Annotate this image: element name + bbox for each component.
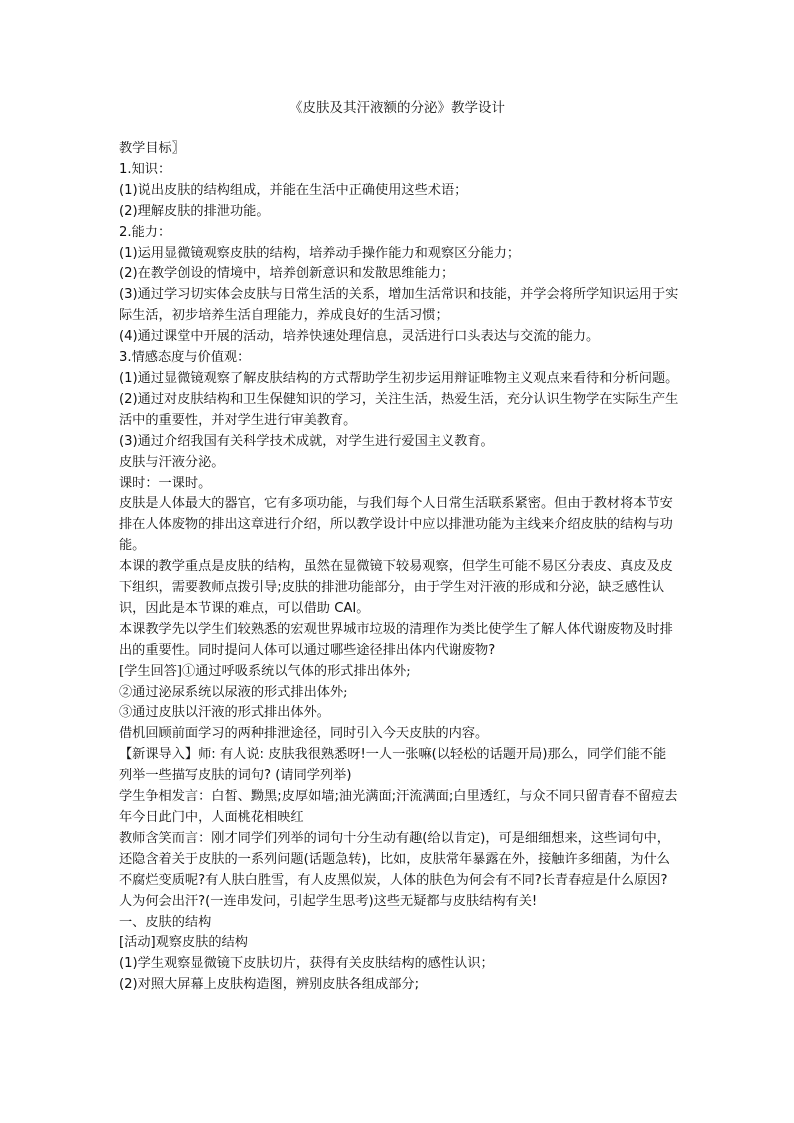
paragraph: 1.知识： [119, 161, 172, 177]
paragraph: (4)通过课堂中开展的活动，培养快速处理信息，灵活进行口头表达与交流的能力。 [119, 329, 600, 345]
paragraph: 【新课导入】师: 有人说: 皮肤我很熟悉呀!一人一张嘛(以轻松的话题开局)那么，同学们能不能列举一些描写皮肤的词句? (请同学列举) [119, 747, 667, 784]
paragraph: (2)理解皮肤的排泄功能。 [119, 203, 270, 219]
paragraph: 本课的教学重点是皮肤的结构，虽然在显微镜下较易观察，但学生可能不易区分表皮、真皮及皮下组织，需要教师点拨引导;皮肤的排泄功能部分，由于学生对汗液的形成和分泌，缺乏感性认识，因此是本节课的难点，可以借助 CAI。 [119, 559, 673, 616]
paragraph: (1)说出皮肤的结构组成，并能在生活中正确使用这些术语； [119, 182, 468, 198]
paragraph: (1)通过显微镜观察了解皮肤结构的方式帮助学生初步运用辩证唯物主义观点来看待和分析问题。 [119, 370, 679, 386]
paragraph: (1)运用显微镜观察皮肤的结构，培养动手操作能力和观察区分能力； [119, 245, 521, 261]
paragraph: ②通过泌尿系统以尿液的形式排出体外; [119, 684, 348, 700]
section-heading-structure: 一、皮肤的结构 [119, 914, 212, 930]
paragraph: (2)对照大屏幕上皮肤构造图，辨别皮肤各组成部分; [119, 977, 420, 993]
paragraph: 皮肤是人体最大的器官，它有多项功能，与我们每个人日常生活联系紧密。但由于教材将本节安排在人体废物的排出这章进行介绍，所以教学设计中应以排泄功能为主线来介绍皮肤的结构与功能。 [119, 496, 673, 554]
paragraph: 教师含笑而言：刚才同学们列举的词句十分生动有趣(给以肯定)，可是细细想来，这些词句中，还隐含着关于皮肤的一系列问题(话题急转)，比如，皮肤常年暴露在外，接触许多细菌，为什么不腐烂变质呢?有人肤白胜雪，有人皮黑似炭，人体的肤色为何会有不同?长青春痘是什么原因?人为何会出汗?(一连串发问，引起学生思考)这些无疑都与皮肤结构有关! [119, 830, 670, 909]
paragraph: 本课教学先以学生们较熟悉的宏观世界城市垃圾的清理作为类比使学生了解人体代谢废物及时排出的重要性。同时提问人体可以通过哪些途径排出体内代谢废物? [119, 621, 673, 658]
paragraph: ③通过皮肤以汗液的形式排出体外。 [119, 705, 330, 721]
paragraph: 学生争相发言：白皙、黝黑;皮厚如墙;油光满面;汗流满面;白里透红，与众不同只留青春不留痘去年今日此门中，人面桃花相映红 [119, 789, 678, 825]
document-body [119, 139, 679, 996]
paragraph: [活动]观察皮肤的结构 [119, 935, 248, 951]
paragraph: (3)通过介绍我国有关科学技术成就，对学生进行爱国主义教育。 [119, 433, 494, 449]
paragraph: 皮肤与汗液分泌。 [119, 454, 225, 470]
paragraph: [学生回答]①通过呼吸系统以气体的形式排出体外; [119, 663, 411, 679]
paragraph: (3)通过学习切实体会皮肤与日常生活的关系，增加生活常识和技能，并学会将所学知识运用于实际生活，初步培养生活自理能力，养成良好的生活习惯； [119, 287, 679, 324]
paragraph: (2)通过对皮肤结构和卫生保健知识的学习，关注生活，热爱生活，充分认识生物学在实际生产生活中的重要性，并对学生进行审美教育。 [119, 391, 679, 428]
paragraph: 2.能力： [119, 224, 172, 240]
paragraph: (2)在教学创设的情境中，培养创新意识和发散思维能力； [119, 266, 455, 282]
paragraph: 课时：一课时。 [119, 475, 212, 491]
section-heading-objectives: 教学目标〗 [119, 141, 185, 156]
document-title: 《皮肤及其汗液额的分泌》教学设计 [289, 100, 505, 116]
paragraph: (1)学生观察显微镜下皮肤切片，获得有关皮肤结构的感性认识； [119, 956, 494, 972]
paragraph: 借机回顾前面学习的两种排泄途径，同时引入今天皮肤的内容。 [119, 726, 489, 742]
paragraph: 3.情感态度与价值观： [119, 350, 251, 366]
